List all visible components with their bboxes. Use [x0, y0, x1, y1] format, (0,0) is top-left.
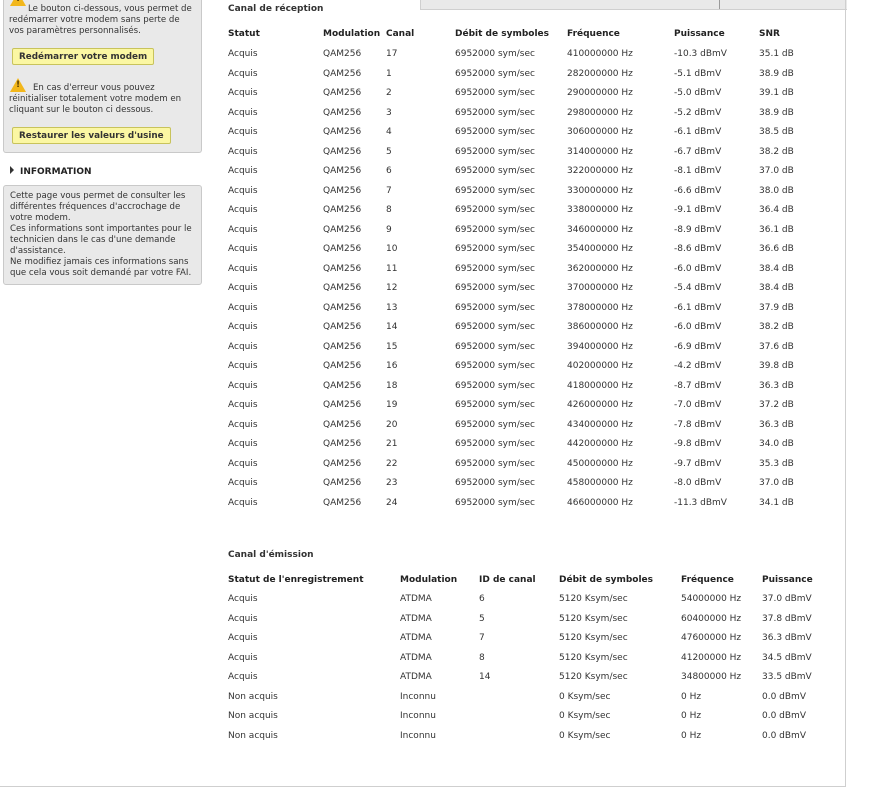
- table-cell: 37.0 dBmV: [762, 594, 812, 604]
- table-cell: Acquis: [228, 652, 258, 663]
- table-cell: -9.1 dBmV: [674, 205, 722, 215]
- table-cell: 38.0 dB: [759, 185, 794, 196]
- table-cell: 6952000 sym/sec: [455, 400, 535, 410]
- table-cell: 466000000 Hz: [567, 497, 633, 508]
- table-cell: 37.0 dB: [759, 166, 794, 176]
- table-cell: 36.3 dB: [759, 380, 794, 391]
- table-cell: 14: [386, 322, 398, 332]
- table-cell: -6.1 dBmV: [674, 127, 722, 137]
- table-cell: 6952000 sym/sec: [455, 283, 535, 293]
- table-cell: 6952000 sym/sec: [455, 361, 535, 371]
- table-cell: -5.2 dBmV: [674, 107, 722, 118]
- table-cell: Acquis: [228, 146, 258, 157]
- table-cell: 3: [386, 107, 392, 118]
- table-cell: 5: [386, 146, 392, 157]
- table-cell: 298000000 Hz: [567, 107, 633, 118]
- table-cell: Acquis: [228, 127, 258, 137]
- table-cell: Acquis: [228, 49, 258, 59]
- table-cell: 4: [386, 127, 392, 137]
- table-cell: 38.2 dB: [759, 146, 794, 157]
- table-cell: 15: [386, 341, 398, 352]
- page-border-bottom: [0, 786, 846, 787]
- page-border: [845, 0, 846, 787]
- reboot-button[interactable]: Redémarrer votre modem: [12, 48, 154, 65]
- table-cell: ATDMA: [400, 613, 432, 624]
- table-cell: 18: [386, 380, 398, 391]
- table-cell: 47600000 Hz: [681, 633, 742, 643]
- information-panel: [3, 185, 202, 285]
- table-cell: 20: [386, 419, 398, 430]
- information-text: Cette page vous permet de consulter les différentes fréquences d'accrochage de votre modem. Ces informations sont importantes pour le technicien dans le cas d'une demande d'assistance. Ne modifiez jamais ces informations sans que cela vous soit demandé par votre FAI.: [10, 191, 192, 278]
- table-cell: 12: [386, 283, 398, 293]
- table-cell: Acquis: [228, 594, 258, 604]
- column-header: Puissance: [762, 575, 813, 585]
- table-cell: Acquis: [228, 205, 258, 215]
- column-header: Canal: [386, 29, 415, 39]
- table-cell: Inconnu: [400, 691, 436, 702]
- column-header: Fréquence: [681, 575, 734, 585]
- table-cell: -6.6 dBmV: [674, 185, 722, 196]
- table-cell: 11: [386, 263, 398, 274]
- table-cell: 0.0 dBmV: [762, 691, 806, 702]
- table-cell: 38.2 dB: [759, 322, 794, 332]
- table-cell: 6: [479, 594, 485, 604]
- table-cell: 6952000 sym/sec: [455, 185, 535, 196]
- table-cell: 370000000 Hz: [567, 283, 633, 293]
- table-cell: Acquis: [228, 478, 258, 488]
- table-cell: 5120 Ksym/sec: [559, 652, 628, 663]
- table-cell: 34800000 Hz: [681, 672, 742, 682]
- factory-reset-button[interactable]: Restaurer les valeurs d'usine: [12, 127, 171, 144]
- information-toggle[interactable]: [10, 166, 92, 177]
- table-cell: QAM256: [323, 205, 362, 215]
- table-cell: Acquis: [228, 613, 258, 624]
- table-cell: 6952000 sym/sec: [455, 244, 535, 254]
- table-cell: 6952000 sym/sec: [455, 263, 535, 274]
- table-cell: Acquis: [228, 185, 258, 196]
- table-cell: Acquis: [228, 263, 258, 274]
- table-cell: -6.0 dBmV: [674, 322, 722, 332]
- table-cell: 6952000 sym/sec: [455, 302, 535, 313]
- table-cell: Acquis: [228, 68, 258, 79]
- table-cell: 0 Ksym/sec: [559, 730, 611, 741]
- table-cell: Acquis: [228, 361, 258, 371]
- table-cell: 10: [386, 244, 398, 254]
- table-cell: 36.1 dB: [759, 224, 794, 235]
- table-cell: Acquis: [228, 244, 258, 254]
- table-cell: Non acquis: [228, 691, 278, 702]
- table-cell: QAM256: [323, 127, 362, 137]
- table-cell: -8.7 dBmV: [674, 380, 722, 391]
- table-cell: Acquis: [228, 322, 258, 332]
- table-cell: Acquis: [228, 107, 258, 118]
- table-cell: Acquis: [228, 380, 258, 391]
- table-cell: ATDMA: [400, 652, 432, 663]
- table-cell: 7: [479, 633, 485, 643]
- table-cell: -6.1 dBmV: [674, 302, 722, 313]
- table-cell: -8.1 dBmV: [674, 166, 722, 176]
- top-panel-edge: [420, 0, 847, 10]
- table-cell: QAM256: [323, 439, 362, 449]
- table-cell: 0.0 dBmV: [762, 711, 806, 721]
- table-cell: 16: [386, 361, 398, 371]
- table-cell: 330000000 Hz: [567, 185, 633, 196]
- table-cell: QAM256: [323, 88, 362, 98]
- table-cell: 434000000 Hz: [567, 419, 633, 430]
- column-header: Fréquence: [567, 29, 620, 39]
- table-cell: 8: [386, 205, 392, 215]
- table-cell: -8.6 dBmV: [674, 244, 722, 254]
- table-cell: 0 Ksym/sec: [559, 711, 611, 721]
- table-cell: 5120 Ksym/sec: [559, 613, 628, 624]
- table-cell: 426000000 Hz: [567, 400, 633, 410]
- table-cell: Acquis: [228, 497, 258, 508]
- table-cell: 0 Hz: [681, 711, 702, 721]
- table-cell: -6.0 dBmV: [674, 263, 722, 274]
- table-cell: QAM256: [323, 302, 362, 313]
- table-cell: 41200000 Hz: [681, 652, 742, 663]
- table-cell: -6.7 dBmV: [674, 146, 722, 157]
- table-cell: -9.8 dBmV: [674, 439, 722, 449]
- table-cell: 5120 Ksym/sec: [559, 672, 628, 682]
- table-cell: 6952000 sym/sec: [455, 478, 535, 488]
- table-cell: 402000000 Hz: [567, 361, 633, 371]
- table-cell: QAM256: [323, 244, 362, 254]
- table-cell: QAM256: [323, 224, 362, 235]
- table-cell: 34.0 dB: [759, 439, 794, 449]
- table-cell: 34.1 dB: [759, 497, 794, 508]
- table-cell: 37.9 dB: [759, 302, 794, 313]
- table-cell: 314000000 Hz: [567, 146, 633, 157]
- table-cell: 6952000 sym/sec: [455, 341, 535, 352]
- table-cell: 6952000 sym/sec: [455, 497, 535, 508]
- column-header: Modulation: [323, 29, 381, 39]
- table-cell: 0.0 dBmV: [762, 730, 806, 741]
- table-cell: 6952000 sym/sec: [455, 49, 535, 59]
- table-cell: Acquis: [228, 302, 258, 313]
- table-cell: 450000000 Hz: [567, 458, 633, 469]
- expand-arrow-icon: [10, 166, 14, 174]
- table-cell: QAM256: [323, 361, 362, 371]
- table-cell: Acquis: [228, 88, 258, 98]
- panel-divider: [719, 0, 720, 9]
- column-header: Statut de l'enregistrement: [228, 575, 364, 585]
- table-cell: QAM256: [323, 497, 362, 508]
- table-cell: 24: [386, 497, 398, 508]
- table-cell: 306000000 Hz: [567, 127, 633, 137]
- column-header: Débit de symboles: [559, 575, 653, 585]
- table-cell: -10.3 dBmV: [674, 49, 727, 59]
- table-cell: Acquis: [228, 419, 258, 430]
- table-cell: Acquis: [228, 439, 258, 449]
- table-cell: 36.4 dB: [759, 205, 794, 215]
- table-cell: QAM256: [323, 68, 362, 79]
- table-cell: 6952000 sym/sec: [455, 88, 535, 98]
- table-cell: 36.3 dB: [759, 419, 794, 430]
- table-cell: 6: [386, 166, 392, 176]
- table-cell: 38.5 dB: [759, 127, 794, 137]
- table-cell: Acquis: [228, 672, 258, 682]
- table-cell: 37.8 dBmV: [762, 613, 812, 624]
- modem-actions-panel: [3, 0, 202, 153]
- table-cell: Inconnu: [400, 730, 436, 741]
- reset-description: En cas d'erreur vous pouvez réinitialiser totalement votre modem en cliquant sur le bouton ci dessous.: [9, 83, 182, 115]
- table-cell: 37.2 dB: [759, 400, 794, 410]
- table-cell: 386000000 Hz: [567, 322, 633, 332]
- table-cell: 362000000 Hz: [567, 263, 633, 274]
- table-cell: Acquis: [228, 633, 258, 643]
- table-cell: 38.9 dB: [759, 68, 794, 79]
- table-cell: 6952000 sym/sec: [455, 146, 535, 157]
- table-cell: QAM256: [323, 263, 362, 274]
- table-cell: 35.3 dB: [759, 458, 794, 469]
- table-cell: 6952000 sym/sec: [455, 458, 535, 469]
- table-cell: 0 Hz: [681, 691, 702, 702]
- table-cell: 34.5 dBmV: [762, 652, 812, 663]
- table-cell: 338000000 Hz: [567, 205, 633, 215]
- table-cell: 346000000 Hz: [567, 224, 633, 235]
- table-cell: 5120 Ksym/sec: [559, 594, 628, 604]
- table-cell: 6952000 sym/sec: [455, 322, 535, 332]
- table-cell: 37.6 dB: [759, 341, 794, 352]
- table-cell: 22: [386, 458, 398, 469]
- table-cell: 5: [479, 613, 485, 624]
- information-heading: INFORMATION: [20, 167, 92, 177]
- table-cell: Acquis: [228, 283, 258, 293]
- table-cell: -5.0 dBmV: [674, 88, 722, 98]
- table-cell: QAM256: [323, 283, 362, 293]
- table-cell: 6952000 sym/sec: [455, 380, 535, 391]
- table-cell: -8.9 dBmV: [674, 224, 722, 235]
- table-cell: Inconnu: [400, 711, 436, 721]
- table-cell: 39.8 dB: [759, 361, 794, 371]
- table-cell: Acquis: [228, 166, 258, 176]
- table-cell: 410000000 Hz: [567, 49, 633, 59]
- table-cell: Acquis: [228, 224, 258, 235]
- table-cell: 54000000 Hz: [681, 594, 742, 604]
- column-header: Modulation: [400, 575, 458, 585]
- table-cell: 282000000 Hz: [567, 68, 633, 79]
- table-cell: 394000000 Hz: [567, 341, 633, 352]
- table-cell: 6952000 sym/sec: [455, 419, 535, 430]
- table-cell: 6952000 sym/sec: [455, 68, 535, 79]
- table-cell: ATDMA: [400, 594, 432, 604]
- table-cell: 1: [386, 68, 392, 79]
- table-cell: QAM256: [323, 166, 362, 176]
- table-cell: 14: [479, 672, 491, 682]
- table-cell: 6952000 sym/sec: [455, 439, 535, 449]
- table-cell: -5.1 dBmV: [674, 68, 722, 79]
- table-cell: 23: [386, 478, 398, 488]
- table-cell: 19: [386, 400, 398, 410]
- table-cell: QAM256: [323, 478, 362, 488]
- table-cell: 36.3 dBmV: [762, 633, 812, 643]
- table-cell: QAM256: [323, 380, 362, 391]
- table-cell: Acquis: [228, 400, 258, 410]
- table-cell: 458000000 Hz: [567, 478, 633, 488]
- table-cell: -4.2 dBmV: [674, 361, 722, 371]
- table-cell: 418000000 Hz: [567, 380, 633, 391]
- table-cell: 6952000 sym/sec: [455, 205, 535, 215]
- table-cell: 2: [386, 88, 392, 98]
- table-cell: QAM256: [323, 146, 362, 157]
- table-cell: 38.4 dB: [759, 263, 794, 274]
- table-cell: -11.3 dBmV: [674, 497, 727, 508]
- table-cell: 8: [479, 652, 485, 663]
- table-cell: -7.8 dBmV: [674, 419, 722, 430]
- table-cell: ATDMA: [400, 633, 432, 643]
- table-cell: -9.7 dBmV: [674, 458, 722, 469]
- downstream-title: Canal de réception: [228, 4, 324, 14]
- table-cell: -7.0 dBmV: [674, 400, 722, 410]
- table-cell: 0 Ksym/sec: [559, 691, 611, 702]
- table-cell: 6952000 sym/sec: [455, 224, 535, 235]
- table-cell: 13: [386, 302, 398, 313]
- table-cell: 5120 Ksym/sec: [559, 633, 628, 643]
- table-cell: QAM256: [323, 49, 362, 59]
- table-cell: 354000000 Hz: [567, 244, 633, 254]
- table-cell: QAM256: [323, 185, 362, 196]
- table-cell: 36.6 dB: [759, 244, 794, 254]
- table-cell: 60400000 Hz: [681, 613, 742, 624]
- table-cell: 35.1 dB: [759, 49, 794, 59]
- table-cell: 17: [386, 49, 398, 59]
- table-cell: 21: [386, 439, 398, 449]
- column-header: ID de canal: [479, 575, 536, 585]
- table-cell: 6952000 sym/sec: [455, 107, 535, 118]
- table-cell: QAM256: [323, 107, 362, 118]
- table-cell: 290000000 Hz: [567, 88, 633, 98]
- table-cell: Non acquis: [228, 711, 278, 721]
- table-cell: 9: [386, 224, 392, 235]
- table-cell: Non acquis: [228, 730, 278, 741]
- table-cell: 33.5 dBmV: [762, 672, 812, 682]
- table-cell: Acquis: [228, 341, 258, 352]
- table-cell: QAM256: [323, 322, 362, 332]
- table-cell: 38.9 dB: [759, 107, 794, 118]
- table-cell: QAM256: [323, 419, 362, 430]
- table-cell: 378000000 Hz: [567, 302, 633, 313]
- table-cell: -5.4 dBmV: [674, 283, 722, 293]
- column-header: SNR: [759, 29, 780, 39]
- table-cell: -8.0 dBmV: [674, 478, 722, 488]
- column-header: Débit de symboles: [455, 29, 549, 39]
- upstream-title: Canal d'émission: [228, 550, 314, 560]
- column-header: Statut: [228, 29, 260, 39]
- table-cell: Acquis: [228, 458, 258, 469]
- table-cell: 7: [386, 185, 392, 196]
- table-cell: 6952000 sym/sec: [455, 127, 535, 137]
- table-cell: QAM256: [323, 458, 362, 469]
- table-cell: QAM256: [323, 400, 362, 410]
- table-cell: 37.0 dB: [759, 478, 794, 488]
- column-header: Puissance: [674, 29, 725, 39]
- table-cell: 442000000 Hz: [567, 439, 633, 449]
- reboot-description: Le bouton ci-dessous, vous permet de redémarrer votre modem sans perte de vos paramètres personnalisés.: [9, 4, 192, 36]
- table-cell: QAM256: [323, 341, 362, 352]
- table-cell: -6.9 dBmV: [674, 341, 722, 352]
- table-cell: 322000000 Hz: [567, 166, 633, 176]
- table-cell: 0 Hz: [681, 730, 702, 741]
- table-cell: ATDMA: [400, 672, 432, 682]
- table-cell: 39.1 dB: [759, 88, 794, 98]
- table-cell: 38.4 dB: [759, 283, 794, 293]
- table-cell: 6952000 sym/sec: [455, 166, 535, 176]
